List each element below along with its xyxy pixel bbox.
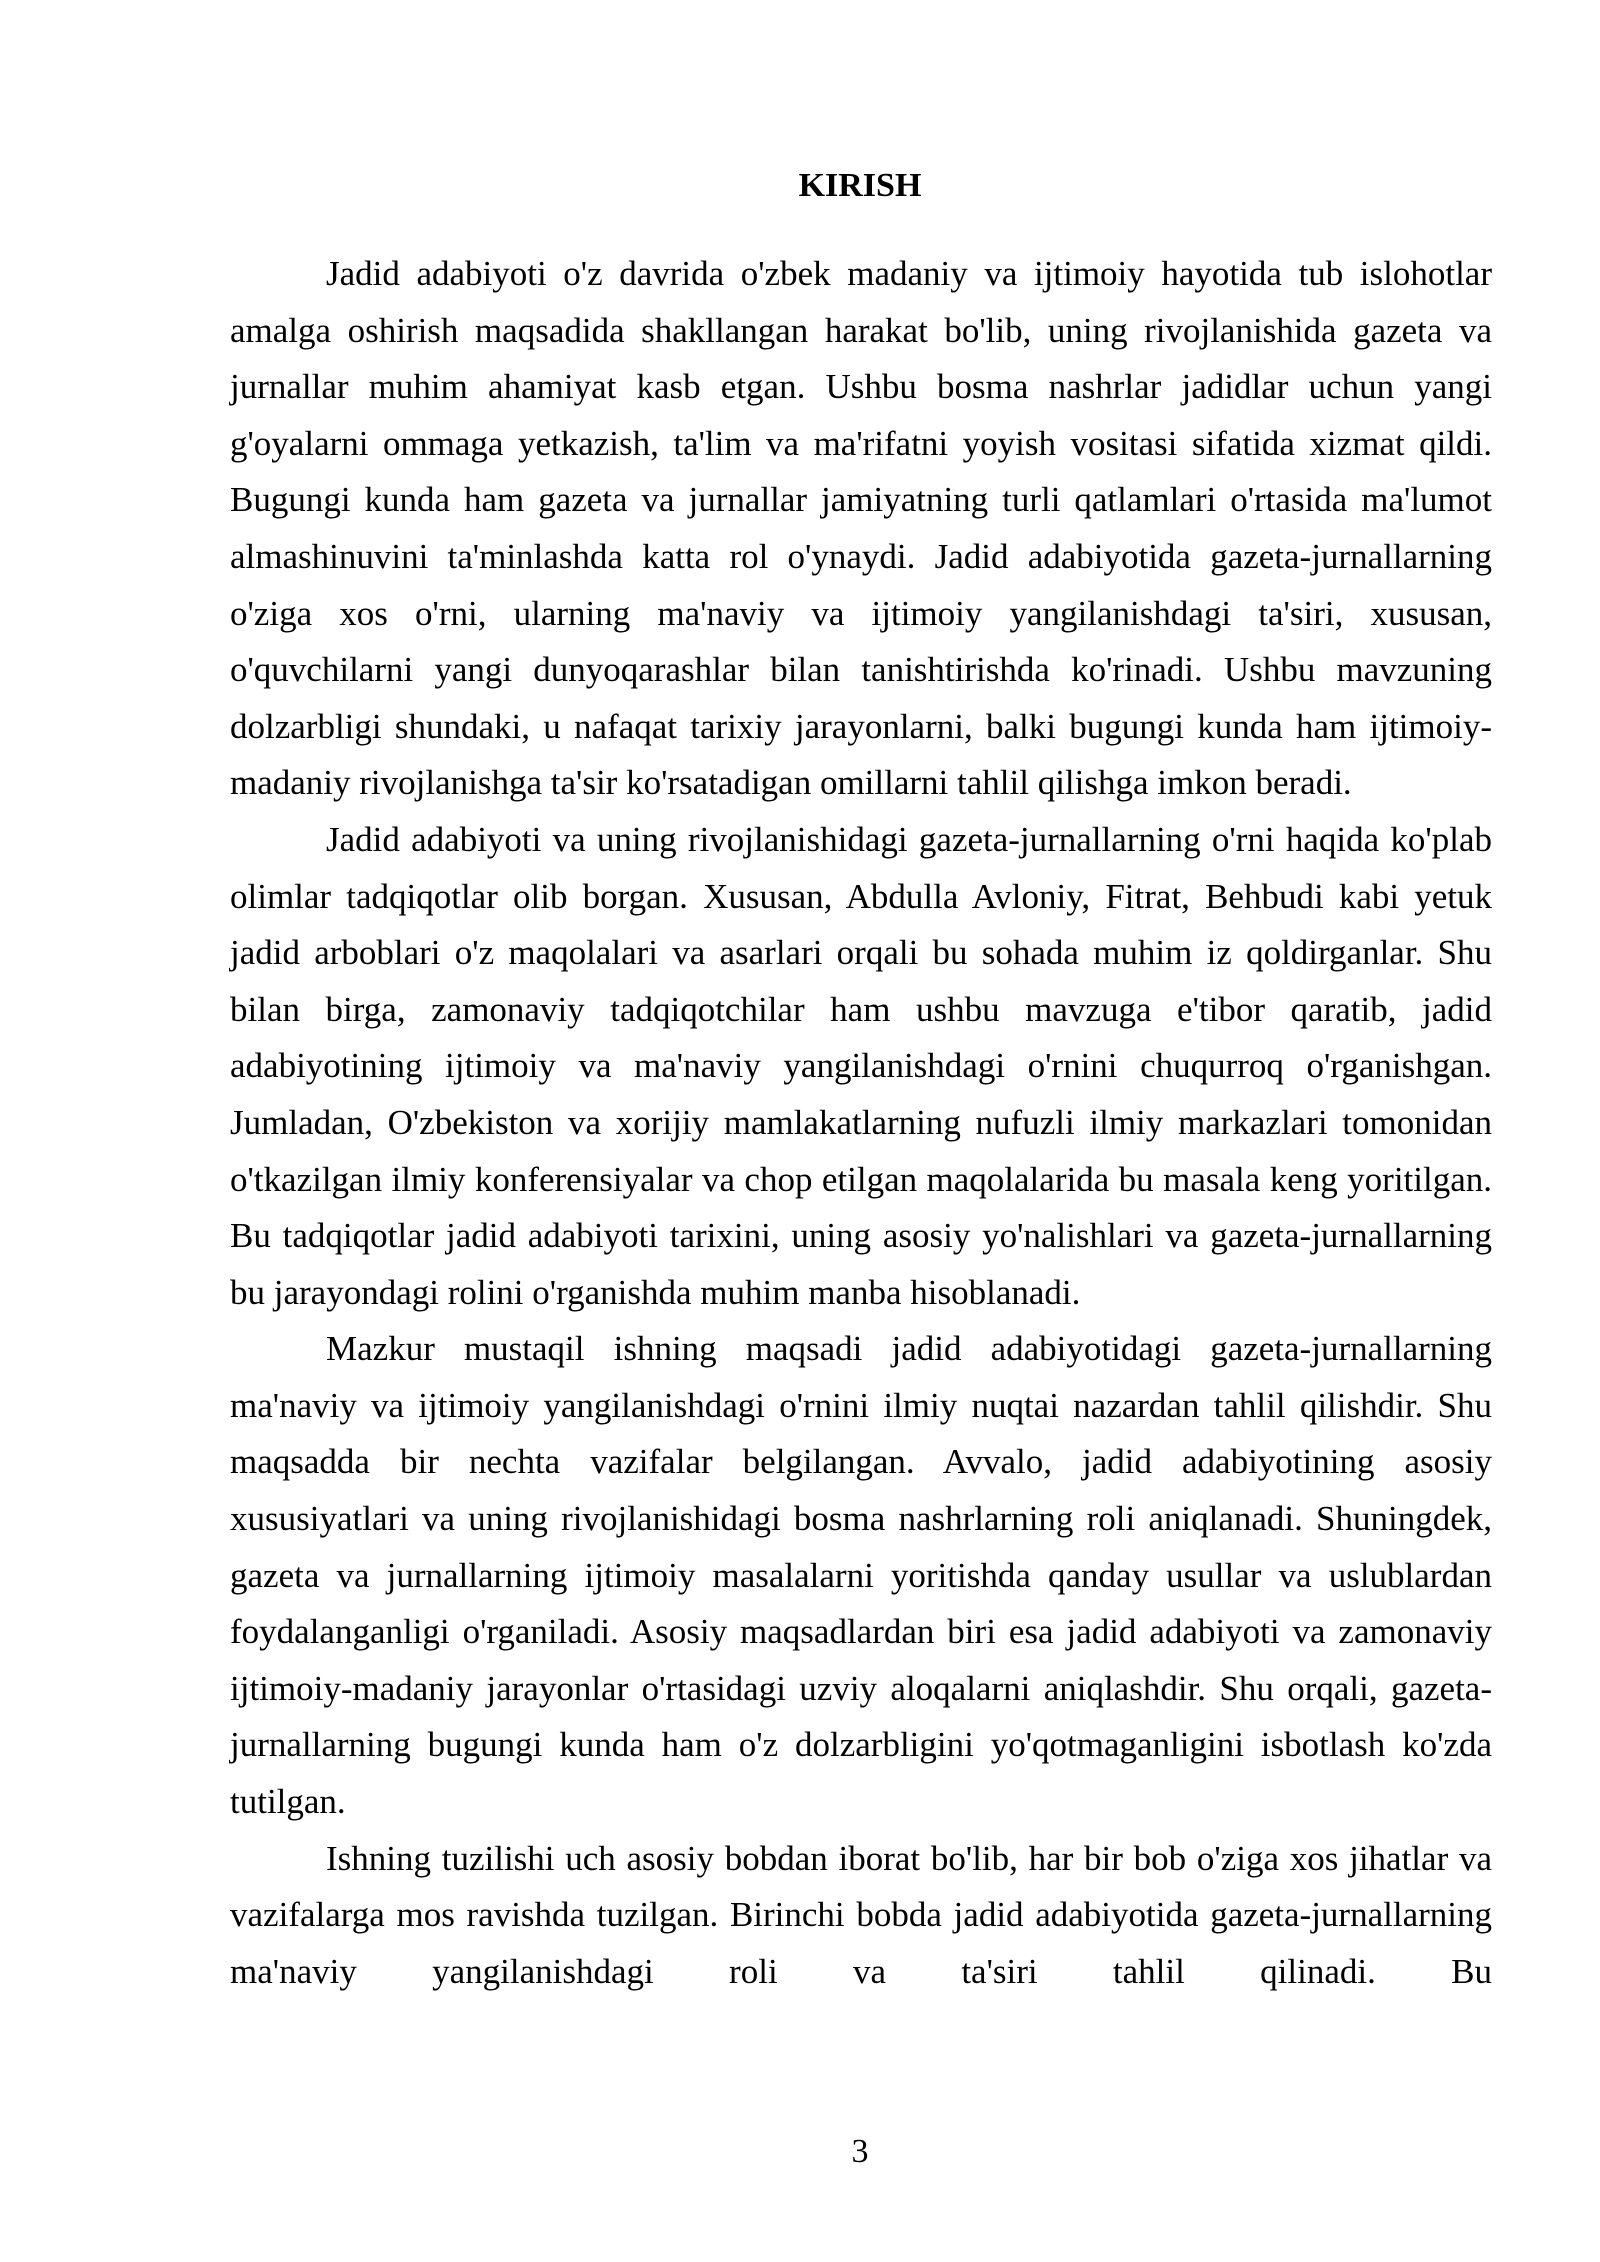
- paragraph-2: Jadid adabiyoti va uning rivojlanishidagi gazeta-jurnallarning o'rni haqida ko'plab olimlar tadqiqotlar olib borgan. Xususan, Abdulla Avloniy, Fitrat, Behbudi kabi yetuk jadid arboblari o'z maqolalari va asarlari orqali bu sohada muhim iz qoldirganlar. Shu bilan birga, zamonaviy tadqiqotchilar ham ushbu mavzuga e'tibor qaratib, jadid adabiyotining ijtimoiy va ma'naviy yangilanishdagi o'rnini chuqurroq o'rganishgan. Jumladan, O'zbekiston va xorijiy mamlakatlarning nufuzli ilmiy markazlari tomonidan o'tkazilgan ilmiy konferensiyalar va chop etilgan maqolalarida bu masala keng yoritilgan. Bu tadqiqotlar jadid adabiyoti tarixini, uning asosiy yo'nalishlari va gazeta-jurnallarning bu jarayondagi rolini o'rganishda muhim manba hisoblanadi.: [230, 819, 1492, 1312]
- paragraph-4: Ishning tuzilishi uch asosiy bobdan iborat bo'lib, har bir bob o'ziga xos jihatlar va vazifalarga mos ravishda tuzilgan. Birinchi bobda jadid adabiyotida gazeta-jurnallarning ma'naviy yangilanishdagi roli va ta'siri tahlil qilinadi. Bu: [230, 1838, 1492, 1991]
- paragraph-3: Mazkur mustaqil ishning maqsadi jadid adabiyotidagi gazeta-jurnallarning ma'naviy va ijtimoiy yangilanishdagi o'rnini ilmiy nuqtai nazardan tahlil qilishdir. Shu maqsadda bir nechta vazifalar belgilangan. Avvalo, jadid adabiyotining asosiy xususiyatlari va uning rivojlanishidagi bosma nashrlarning roli aniqlanadi. Shuningdek, gazeta va jurnallarning ijtimoiy masalalarni yoritishda qanday usullar va uslublardan foydalanganligi o'rganiladi. Asosiy maqsadlardan biri esa jadid adabiyoti va zamonaviy ijtimoiy-madaniy jarayonlar o'rtasidagi uzviy aloqalarni aniqlashdir. Shu orqali, gazeta-jurnallarning bugungi kunda ham o'z dolzarbligini yo'qotmaganligini isbotlash ko'zda tutilgan.: [230, 1329, 1492, 1822]
- document-title: KIRISH: [798, 167, 922, 204]
- page-number: 3: [851, 2133, 869, 2170]
- document-body: [230, 246, 1492, 2000]
- paragraph-1: Jadid adabiyoti o'z davrida o'zbek madaniy va ijtimoiy hayotida tub islohotlar amalga oshirish maqsadida shakllangan harakat bo'lib, uning rivojlanishida gazeta va jurnallar muhim ahamiyat kasb etgan. Ushbu bosma nashrlar jadidlar uchun yangi g'oyalarni ommaga yetkazish, ta'lim va ma'rifatni yoyish vositasi sifatida xizmat qildi. Bugungi kunda ham gazeta va jurnallar jamiyatning turli qatlamlari o'rtasida ma'lumot almashinuvini ta'minlashda katta rol o'ynaydi. Jadid adabiyotida gazeta-jurnallarning o'ziga xos o'rni, ularning ma'naviy va ijtimoiy yangilanishdagi ta'siri, xususan, o'quvchilarni yangi dunyoqarashlar bilan tanishtirishda ko'rinadi. Ushbu mavzuning dolzarbligi shundaki, u nafaqat tarixiy jarayonlarni, balki bugungi kunda ham ijtimoiy-madaniy rivojlanishga ta'sir ko'rsatadigan omillarni tahlil qilishga imkon beradi.: [230, 254, 1492, 803]
